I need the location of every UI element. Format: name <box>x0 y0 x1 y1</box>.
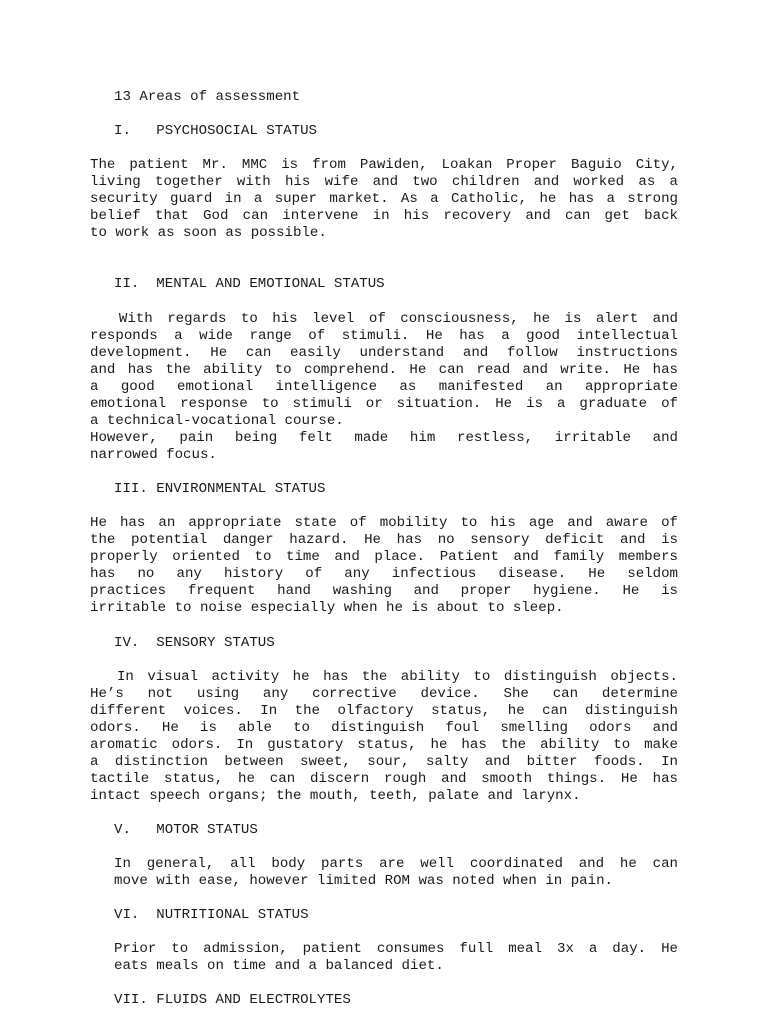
paragraph-line: to work as soon as possible. <box>90 225 327 241</box>
section-heading: V. MOTOR STATUS <box>114 822 258 838</box>
paragraph-line: However, pain being felt made him restless, irritable and <box>90 430 678 446</box>
paragraph-line: a distinction between sweet, sour, salty and bitter foods. In <box>90 754 678 770</box>
section-heading: II. MENTAL AND EMOTIONAL STATUS <box>114 276 385 292</box>
paragraph-line: eats meals on time and a balanced diet. <box>114 958 444 974</box>
paragraph-line: development. He can easily understand and follow instructions <box>90 345 678 361</box>
paragraph-line: irritable to noise especially when he is about to sleep. <box>90 600 564 616</box>
paragraph-line: In general, all body parts are well coordinated and he can <box>114 856 678 872</box>
paragraph-line: properly oriented to time and place. Patient and family members <box>90 549 678 565</box>
paragraph-line: living together with his wife and two children and worked as a <box>90 174 678 190</box>
paragraph-line: practices frequent hand washing and proper hygiene. He is <box>90 583 678 599</box>
paragraph-line: narrowed focus. <box>90 447 217 463</box>
paragraph-line: He’s not using any corrective device. She can determine <box>90 686 678 702</box>
paragraph-line: emotional response to stimuli or situation. He is a graduate of <box>90 396 678 412</box>
document-title: 13 Areas of assessment <box>114 89 301 105</box>
paragraph-line: odors. He is able to distinguish foul smelling odors and <box>90 720 678 736</box>
paragraph-line: With regards to his level of consciousness, he is alert and <box>90 311 678 327</box>
paragraph-line: a technical-vocational course. <box>90 413 344 429</box>
paragraph-line: different voices. In the olfactory status, he can distinguish <box>90 703 678 719</box>
section-heading: IV. SENSORY STATUS <box>114 635 275 651</box>
paragraph-line: move with ease, however limited ROM was noted when in pain. <box>114 873 613 889</box>
paragraph-line: a good emotional intelligence as manifested an appropriate <box>90 379 678 395</box>
paragraph-line: He has an appropriate state of mobility to his age and aware of <box>90 515 678 531</box>
section-heading: I. PSYCHOSOCIAL STATUS <box>114 123 317 139</box>
paragraph-line: belief that God can intervene in his recovery and can get back <box>90 208 678 224</box>
paragraph-line: tactile status, he can discern rough and smooth things. He has <box>90 771 678 787</box>
paragraph-line: has no any history of any infectious disease. He seldom <box>90 566 678 582</box>
paragraph-line: Prior to admission, patient consumes full meal 3x a day. He <box>114 941 678 957</box>
paragraph-line: and has the ability to comprehend. He can read and write. He has <box>90 362 678 378</box>
section-heading: III. ENVIRONMENTAL STATUS <box>114 481 326 497</box>
paragraph-line: The patient Mr. MMC is from Pawiden, Loakan Proper Baguio City, <box>90 157 678 173</box>
paragraph-line: intact speech organs; the mouth, teeth, palate and larynx. <box>90 788 581 804</box>
section-heading: VI. NUTRITIONAL STATUS <box>114 907 309 923</box>
section-heading: VII. FLUIDS AND ELECTROLYTES <box>114 992 351 1008</box>
paragraph-line: the potential danger hazard. He has no sensory deficit and is <box>90 532 678 548</box>
paragraph-line: security guard in a super market. As a Catholic, he has a strong <box>90 191 678 207</box>
paragraph-line: In visual activity he has the ability to distinguish objects. <box>90 669 678 685</box>
paragraph-line: responds a wide range of stimuli. He has a good intellectual <box>90 328 678 344</box>
paragraph-line: aromatic odors. In gustatory status, he has the ability to make <box>90 737 678 753</box>
